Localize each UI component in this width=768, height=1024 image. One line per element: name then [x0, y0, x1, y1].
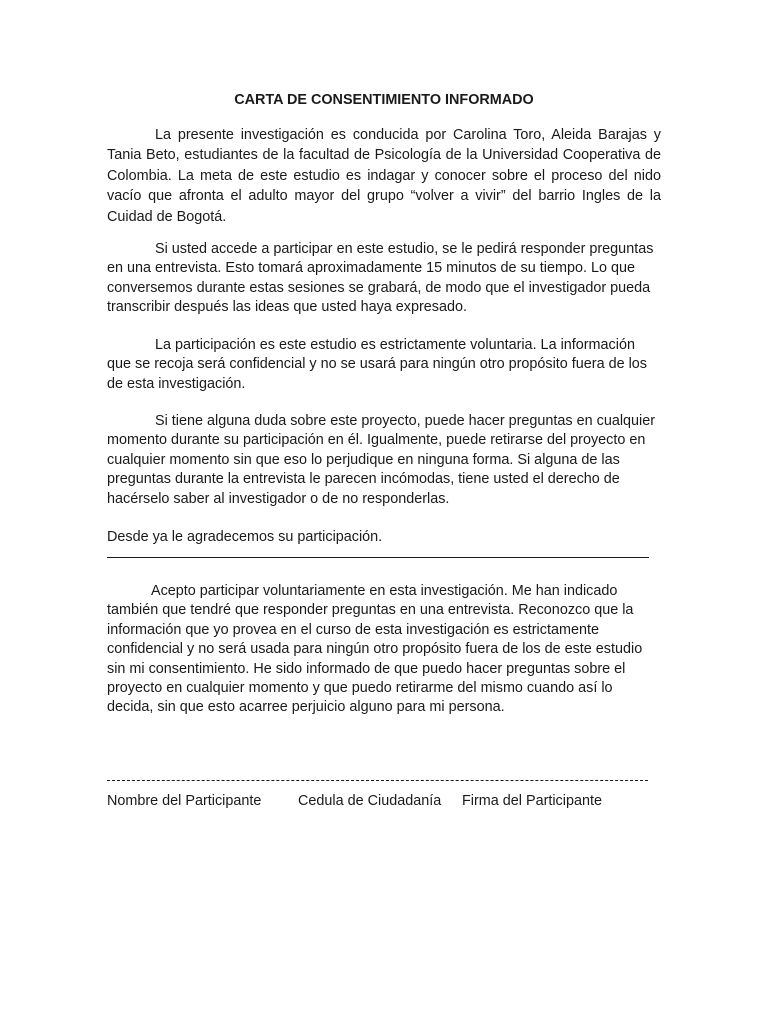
section-divider [107, 557, 649, 558]
participant-id-label: Cedula de Ciudadanía [298, 793, 442, 809]
document-title: CARTA DE CONSENTIMIENTO INFORMADO [234, 92, 534, 108]
signature-line [107, 780, 648, 781]
paragraph-introduction: La presente investigación es conducida por Carolina Toro, Aleida Barajas y Tania Beto, estudiantes de la facultad de Psicología de la Universidad Cooperativa de Colombia. La meta de este estudio es indagar y conocer sobre el proceso del nido vacío que afronta el adulto mayor del grupo “volver a vivir” del barrio Ingles de la Cuidad de Bogotá. [107, 127, 661, 225]
thanks-line: Desde ya le agradecemos su participación. [107, 529, 383, 545]
paragraph-voluntary: La participación es este estudio es estrictamente voluntaria. La información que se recoja será confidencial y no se usará para ningún otro propósito fuera de los de esta investigación. [107, 337, 647, 392]
paragraph-questions: Si tiene alguna duda sobre este proyecto, puede hacer preguntas en cualquier momento durante su participación en él. Igualmente, puede retirarse del proyecto en cualquier momento sin que eso lo perjudique en ninguna forma. Si alguna de las preguntas durante la entrevista le parecen incómodas, tiene usted el derecho de hacérselo saber al investigador o de no responderlas. [107, 413, 656, 507]
paragraph-procedure: Si usted accede a participar en este estudio, se le pedirá responder preguntas en una entrevista. Esto tomará aproximadamente 15 minutos de su tiempo. Lo que conversemos durante estas sesiones se grabará, de modo que el investigador pueda transcribir después las ideas que usted haya expresado. [107, 241, 654, 316]
participant-name-label: Nombre del Participante [107, 793, 262, 809]
consent-statement: Acepto participar voluntariamente en esta investigación. Me han indicado también que tendré que responder preguntas en una entrevista. Reconozco que la información que yo provea en el curso de esta investigación es estrictamente confidencial y no será usada para ningún otro propósito fuera de los de este estudio sin mi consentimiento. He sido informado de que puedo hacer preguntas sobre el proyecto en cualquier momento y que puedo retirarme del mismo cuando así lo decida, sin que esto acarree perjuicio alguno para mi persona. [107, 583, 643, 716]
participant-signature-label: Firma del Participante [462, 793, 602, 809]
